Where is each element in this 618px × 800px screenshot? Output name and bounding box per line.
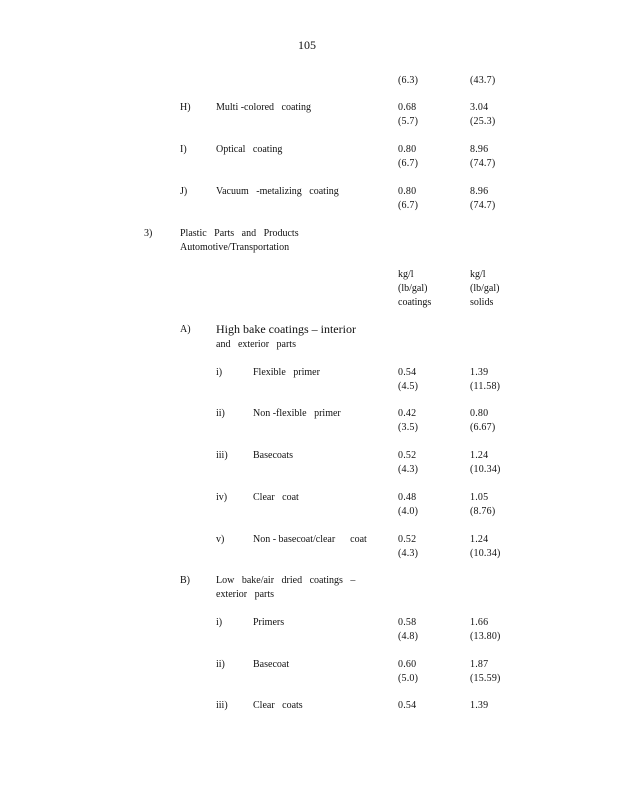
col-header-coatings-lbgal: (lb/gal) [398,283,428,294]
cell-solids: 0.80 [470,408,489,419]
cell-solids: 1.39 [470,367,489,378]
page-number: 105 [298,38,316,52]
cell-solids: 8.96 [470,144,489,155]
item-letter-h: H) [180,102,191,113]
col-header-coatings-unit: kg/l [398,269,414,280]
cell-coatings: 0.52 [398,534,417,545]
row-label: Non - basecoat/clear coat [253,534,367,545]
group-subtitle-a: and exterior parts [216,339,296,350]
item-label-i: Optical coating [216,144,283,155]
row-label: Clear coat [253,492,299,503]
cell-solids: 8.96 [470,186,489,197]
cell-coatings-lbgal: (5.0) [398,673,419,684]
cell-coatings: 0.52 [398,450,417,461]
cell-coatings-lbgal: (6.3) [398,75,419,86]
cell-coatings: 0.54 [398,700,417,711]
item-label-h: Multi -colored coating [216,102,311,113]
item-letter-i: I) [180,144,187,155]
row-label: Primers [253,617,285,628]
section-title: Plastic Parts and Products [180,228,299,239]
row-roman: iii) [216,450,228,461]
row-roman: v) [216,534,225,545]
row-label: Basecoat [253,659,290,670]
cell-solids: 1.87 [470,659,489,670]
cell-solids-lbgal: (25.3) [470,116,496,127]
section-number: 3) [144,228,153,239]
row-roman: ii) [216,408,225,419]
cell-solids: 1.24 [470,534,489,545]
cell-coatings-lbgal: (4.3) [398,548,419,559]
item-label-j: Vacuum -metalizing coating [216,186,339,197]
cell-coatings-lbgal: (6.7) [398,200,419,211]
cell-solids: 1.39 [470,700,489,711]
cell-solids: 1.05 [470,492,489,503]
row-roman: ii) [216,659,225,670]
group-title-b: Low bake/air dried coatings – [216,575,356,586]
cell-coatings: 0.58 [398,617,417,628]
row-roman: i) [216,367,223,378]
cell-solids-lbgal: (10.34) [470,548,501,559]
group-title-a: High bake coatings – interior [216,322,356,336]
cell-coatings: 0.80 [398,186,417,197]
row-roman: iii) [216,700,228,711]
group-subtitle-b: exterior parts [216,589,275,600]
cell-solids-lbgal: (13.80) [470,631,501,642]
cell-solids-lbgal: (74.7) [470,200,496,211]
cell-solids-lbgal: (43.7) [470,75,496,86]
cell-coatings-lbgal: (5.7) [398,116,419,127]
col-header-solids: solids [470,297,494,308]
col-header-coatings: coatings [398,297,432,308]
cell-coatings: 0.68 [398,102,417,113]
row-label: Basecoats [253,450,293,461]
cell-solids-lbgal: (74.7) [470,158,496,169]
cell-solids-lbgal: (11.58) [470,381,501,392]
cell-coatings-lbgal: (4.5) [398,381,419,392]
row-roman: iv) [216,492,228,503]
cell-coatings-lbgal: (4.0) [398,506,419,517]
item-letter-j: J) [180,186,188,197]
col-header-solids-unit: kg/l [470,269,486,280]
cell-coatings-lbgal: (3.5) [398,422,419,433]
cell-solids-lbgal: (6.67) [470,422,496,433]
row-label: Non -flexible primer [253,408,341,419]
cell-solids-lbgal: (8.76) [470,506,496,517]
cell-coatings-lbgal: (4.8) [398,631,419,642]
cell-coatings: 0.48 [398,492,417,503]
cell-solids: 3.04 [470,102,489,113]
col-header-solids-lbgal: (lb/gal) [470,283,500,294]
cell-coatings: 0.54 [398,367,417,378]
row-label: Flexible primer [253,367,320,378]
section-subtitle: Automotive/Transportation [180,242,290,253]
cell-coatings: 0.42 [398,408,417,419]
row-roman: i) [216,617,223,628]
cell-solids-lbgal: (10.34) [470,464,501,475]
cell-solids-lbgal: (15.59) [470,673,501,684]
cell-coatings: 0.80 [398,144,417,155]
group-letter-b: B) [180,575,190,586]
group-letter-a: A) [180,324,191,335]
cell-coatings-lbgal: (4.3) [398,464,419,475]
cell-solids: 1.66 [470,617,489,628]
cell-solids: 1.24 [470,450,489,461]
cell-coatings: 0.60 [398,659,417,670]
cell-coatings-lbgal: (6.7) [398,158,419,169]
row-label: Clear coats [253,700,303,711]
